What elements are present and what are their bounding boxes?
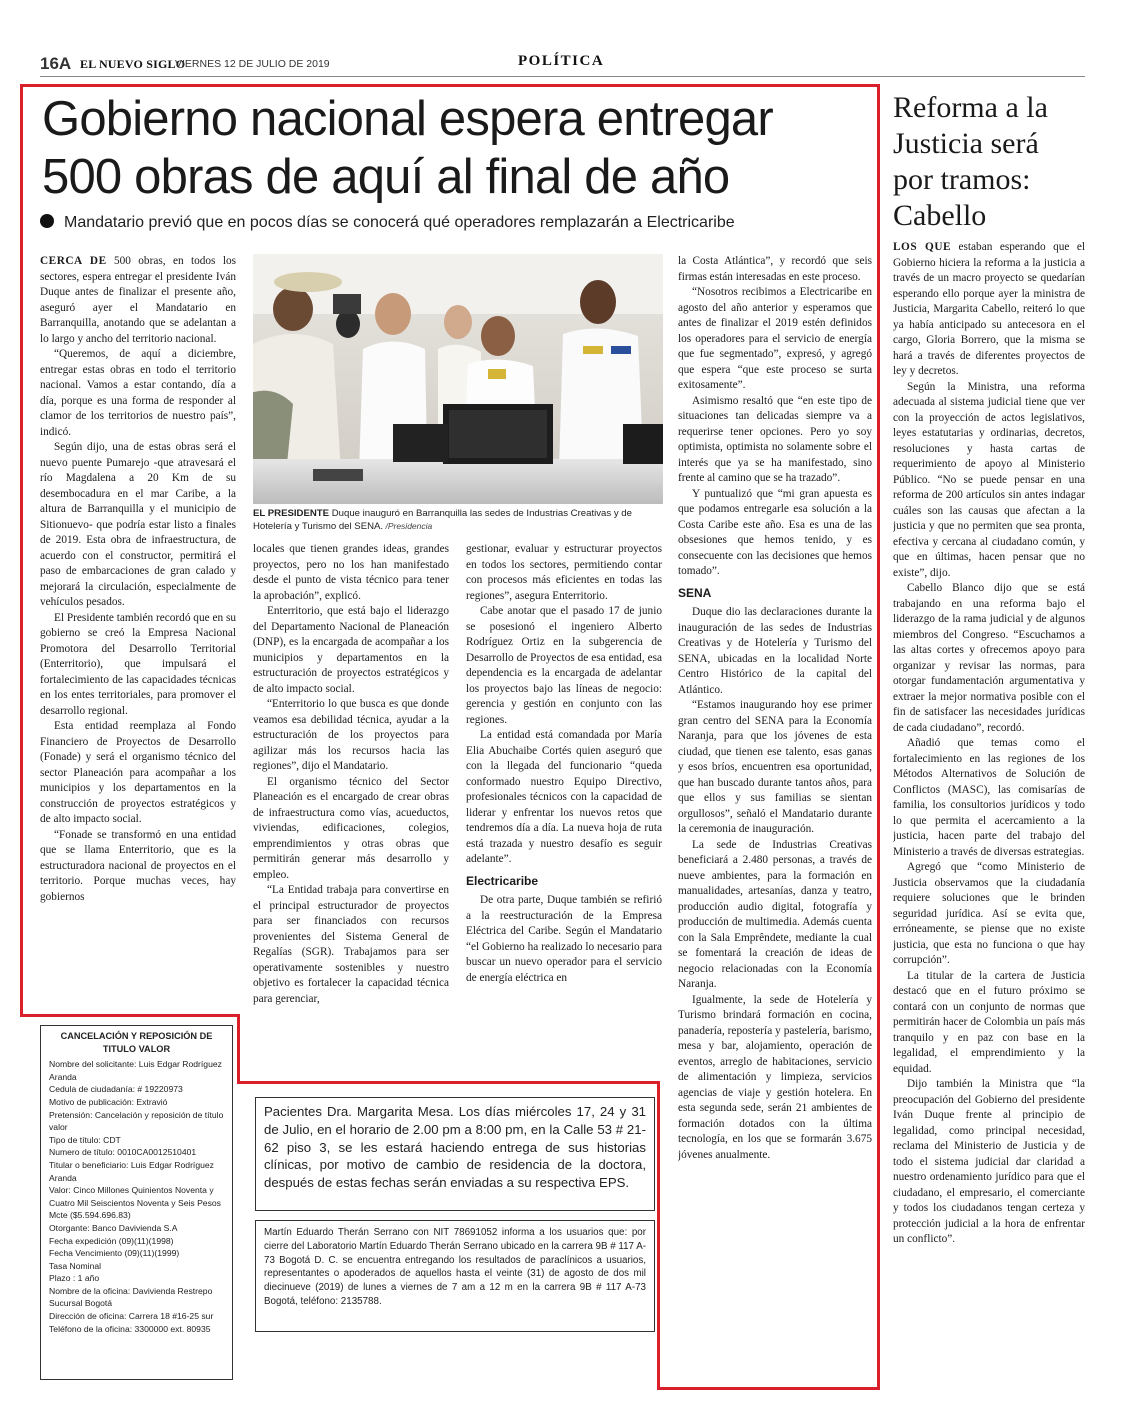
- paragraph-text: 500 obras, en todos los sectores, espera entregar el presidente Iván Duque antes de finalizar el presente año, aseguró ayer el Mandatario en Barranquilla, anotando que se adelantan a lo largo y ancho del territorio nacional.: [40, 255, 236, 345]
- page-header: [40, 52, 1085, 76]
- article-paragraph: [893, 380, 1085, 582]
- paragraph-text: El organismo técnico del Sector Planeación es el encargado de crear obras de infraestructura como vías, acueductos, viviendas, edificaciones, colegios, emprendimientos y otras obras que permitirán generar más desarrollo y empleo.: [253, 775, 449, 881]
- notice-field: Plazo : 1 año: [49, 1273, 100, 1284]
- paragraph-text: “Queremos, de aquí a diciembre, entregar estas obras en todo el territorio nacional. Vamos a estar contando, día a día, porque es una forma de responder al clamor de los territorios de nuestro país”, indicó.: [40, 348, 236, 438]
- notice-field: Nombre de la oficina: Davivienda Restrepo Sucursal Bogotá: [49, 1285, 213, 1309]
- newspaper-name: EL NUEVO SIGLO: [80, 57, 186, 71]
- subsection-heading: SENA: [678, 585, 712, 600]
- side-article-title: Reforma a la Justicia será por tramos: Cabello: [893, 91, 1048, 232]
- caption-lead: EL PRESIDENTE: [253, 508, 330, 519]
- article-column-3: [466, 542, 662, 1078]
- article-column-4: [678, 254, 872, 1384]
- highlight-step-bottom: [20, 1014, 240, 1017]
- notice-field: Titular o beneficiario: Luis Edgar Rodríguez Aranda: [49, 1159, 214, 1183]
- paragraph-text: Asimismo resaltó que “en este tipo de situaciones tan delicadas siempre va a requerirse tener opciones. Pero yo soy optimista, optimista no solamente sobre el interés que ya se ha manifestado, sino frente al camino que se ha trazado”.: [678, 394, 872, 484]
- notice-field: Fecha Vencimiento (09)(11)(1999): [49, 1248, 180, 1259]
- notice-field: Pretensión: Cancelación y reposición de título valor: [49, 1109, 224, 1133]
- notice-field: Nombre del solicitante: Luis Edgar Rodríguez Aranda: [49, 1059, 222, 1082]
- paragraph-text: La entidad está comandada por María Elia Abuchaibe Cortés quien aseguró que con la llegada del funcionario “queda conformado nuestro Equipo Directivo, profesionales técnicos con la capacidad de liderar y enfrentar los nuevos retos que tendremos día a día. La nueva hoja de ruta está trazada y nuestro desafío es seguir adelante”.: [466, 729, 662, 865]
- highlight-step-vertical-2: [657, 1081, 660, 1390]
- article-paragraph: [678, 254, 872, 285]
- paragraph-text: El Presidente también recordó que en su gobierno se creó la Empresa Nacional Promotora del Desarrollo Territorial (Enterritorio), que impulsará el fortalecimiento de las capacidades técnicas en los entes territoriales, para promover el desarrollo regional.: [40, 611, 236, 717]
- article-paragraph: [893, 240, 1085, 380]
- notice-pacientes: Pacientes Dra. Margarita Mesa. Los días miércoles 17, 24 y 31 de Julio, en el horario de 2.00 pm a 8:00 pm, en la Calle 53 # 21- 62 piso 3, se les estará haciendo entrega de sus historias clínicas, por motivo de cambio de residencia de la doctora, después de estas fechas serán enviadas a su respectiva EPS.: [255, 1097, 655, 1211]
- bullet-icon: [40, 214, 54, 228]
- subheadline-text: Mandatario previó que en pocos días se conocerá qué operadores remplazarán a Electricaribe: [64, 214, 735, 231]
- paragraph-text: Dijo también la Ministra que “la preocupación del Gobierno del presidente Iván Duque frente al principio de legalidad, como principal necesidad, reclama del Ministerio de Justicia y de todo el sistema judicial dar claridad a nuestro ordenamiento jurídico para que el ciudadano, el empresario, el comerciante y todos los ciudadanos tengan certeza y protección judicial a la hora de enfrentar un conflicto”.: [893, 1078, 1085, 1245]
- paragraph-text: La titular de la cartera de Justicia destacó que en el futuro próximo se contará con un conjunto de normas que permitirán hacer de Colombia un país más tranquilo y en paz con base en la legalidad, el emprendimiento y la equidad.: [893, 969, 1085, 1075]
- article-column-2: [253, 542, 449, 1078]
- paragraph-text: “Enterritorio lo que busca es que donde veamos esa debilidad técnica, ayudar a la estructuración de los proyectos para agilizar más los recursos hacia las regiones”, dijo el Mandatario.: [253, 698, 449, 772]
- paragraph-text: “Fonade se transformó en una entidad que se llama Enterritorio, que es la estructuradora nacional de proyectos en el territorio. Porque muchas veces, hay gobiernos: [40, 828, 236, 903]
- article-photo: [253, 254, 663, 504]
- notice-field: Motivo de publicación: Extravió: [49, 1096, 168, 1107]
- article-paragraph: [678, 285, 872, 394]
- paragraph-text: Según dijo, una de estas obras será el nuevo puente Pumarejo -que atravesará el río Magdalena a 20 Km de su desembocadura en el mar Caribe, a la altura de Barranquilla y el municipio de Sitionuevo- que podría estar listo a finales de 2019. Esta obra de infraestructura, de acuerdo con el constructor, permitirá el paso de embarcaciones de gran calado y mejorará la circulación, especialmente de vehículos pesados.: [40, 441, 236, 608]
- article-paragraph: [893, 1077, 1085, 1248]
- paragraph-text: “Estamos inaugurando hoy ese primer gran centro del SENA para la Economía Naranja, para que los jóvenes de esta ciudad, que tienen ese talento, esas ganas y esos bríos, encuentren esa oportunidad, que han buscado durante tantos años, para que ellos y sus familias se sientan orgullosos”, señaló el Mandatario durante la ceremonia de inauguración.: [678, 699, 872, 835]
- article-paragraph: [466, 728, 662, 868]
- notice-field: Numero de título: 0010CA0012510401: [49, 1147, 197, 1158]
- paragraph-text: Duque dio las declaraciones durante la inauguración de las sedes de Industrias Creativas y de Hotelería y Turismo del SENA, ubicadas en la localidad Norte Centro Histórico de la capital del Atlántico.: [678, 606, 872, 696]
- article-paragraph: [893, 860, 1085, 969]
- notice-field: Valor: Cinco Millones Quinientos Noventa y Cuatro Mil Seiscientos Noventa y Seis Pesos Mcte ($5.594.696.83): [49, 1185, 221, 1221]
- article-paragraph: [466, 893, 662, 986]
- article-paragraph: [678, 838, 872, 993]
- paragraph-text: Enterritorio, que está bajo el liderazgo del Departamento Nacional de Planeación (DNP), es la encargada de acompañar a los municipios y departamentos en la estructuración de proyectos estratégicos y de alto impacto social.: [253, 605, 449, 695]
- article-paragraph: [253, 697, 449, 775]
- side-article-body: [893, 240, 1085, 1390]
- paragraph-text: Agregó que “como Ministerio de Justicia observamos que la ciudadanía requiere soluciones que le brinden seguridad jurídica. Así se evita que, erróneamente, se piense que no existe justicia, que esta no funciona o que hay corrupción”.: [893, 861, 1085, 966]
- paragraph-text: Añadió que temas como el fortalecimiento en las regiones de los Métodos Alternativos de Solución de Conflictos (MASC), las comisarías de familia, los consultorios jurídicos y todo lo que permita el acercamiento a la justicia, hacen parte del trabajo del Ministerio a través de diversas estrategias.: [893, 737, 1085, 858]
- article-paragraph: [893, 736, 1085, 860]
- highlight-step-vertical: [237, 1014, 240, 1084]
- highlight-step-middle: [237, 1081, 660, 1084]
- article-paragraph: [40, 254, 236, 347]
- paragraph-text: “La Entidad trabaja para convertirse en el principal estructurador de proyectos para ser financiados con recursos provenientes del Sistema General de Regalías (SGR). Trabajamos para ser operativamente sostenibles y nuestro objetivo es fortalecer la capacidad técnica para gerenciar,: [253, 884, 449, 1005]
- article-paragraph: [678, 698, 872, 838]
- paragraph-text: locales que tienen grandes ideas, grandes proyectos, pero no los han manifestado desde el punto de vista técnico para tener la aprobación”, explicó.: [253, 543, 449, 602]
- paragraph-text: Y puntualizó que “mi gran apuesta es que podamos entregarle esa solución a la Costa Caribe este año. Esa es una de las obsesiones que hemos tenido, y es consecuente con las decisiones que hemos tomado”.: [678, 487, 872, 577]
- paragraph-lead: LOS QUE: [893, 241, 952, 253]
- notice-laboratorio: Martín Eduardo Therán Serrano con NIT 78691052 informa a los usuarios que: por cierre del Laboratorio Martín Eduardo Therán Serrano ubicado en la carrera 9B # 117 A-73 Bogotá D. C. se encuentra entregando los resultados de paraclínicos a usuarios, representantes o apoderados de aquellos hasta el veinte (31) de agosto de dos mil diecinueve (2019) de lunes a viernes de 7 am a 12 m en la carrera 9B # 117 A-73 Bogotá, teléfono: 2135788.: [255, 1220, 655, 1332]
- paragraph-text: “Nosotros recibimos a Electricaribe en agosto del año anterior y esperamos que antes de finalizar el 2019 estén definidos los operadores para el servicio de energía que fue segmentado”, expresó, y agregó que espera “que este proceso se surta exitosamente”.: [678, 286, 872, 391]
- highlight-right: [877, 84, 880, 1390]
- main-headline: Gobierno nacional espera entregar 500 obras de aquí al final de año: [42, 92, 773, 204]
- paragraph-text: La sede de Industrias Creativas beneficiará a 2.480 personas, a través de nueve ambientes, para la formación en manualidades, artesanías, danza y teatro, producción audio digital, fotografía y producción de multimedia. Además cuenta con la Sala Emprêndete, mediante la cual se fomentará la creación de ideas de negocio relacionadas con la Economía Naranja.: [678, 838, 872, 990]
- article-paragraph: [253, 775, 449, 884]
- notice-field: Teléfono de la oficina: 3300000 ext. 80935: [49, 1323, 211, 1334]
- header-rule: [40, 76, 1085, 77]
- main-subheadline: [40, 214, 880, 232]
- paragraph-text: Igualmente, la sede de Hotelería y Turismo brindará formación en cocina, panadería, repostería y pastelería, barismo, mesa y bar, alojamiento, operación de eventos, arreglo de habitaciones, servicio de alimentación y limpieza, servicios agencias de viaje y gestión hotelera. En esta segunda sede, serán 21 ambientes de formación dotados con la última tecnología, en los que se formarán 3.675 jóvenes anualmente.: [678, 993, 872, 1161]
- section-name: POLÍTICA: [518, 53, 605, 69]
- paragraph-text: Cabe anotar que el pasado 17 de junio se posesionó el ingeniero Alberto Rodríguez Ortiz en la subgerencia de Desarrollo de Proyectos de esa entidad, esa dependencia es la encargada de adelantar los proyectos bajo las líneas de negocio: gerencia y gestión en conjunto con las regiones.: [466, 605, 662, 726]
- paragraph-lead: CERCA DE: [40, 255, 107, 267]
- page-number: 16A: [40, 54, 72, 73]
- article-paragraph: [466, 542, 662, 604]
- paragraph-text: gestionar, evaluar y estructurar proyectos en todos los sectores, permitiendo contar con procesos más eficientes en todas las regiones”, asegura Enterritorio.: [466, 543, 662, 602]
- notice-cancelacion-title: CANCELACIÓN Y REPOSICIÓN DE TITULO VALOR: [60, 1031, 213, 1054]
- caption-text: Duque inauguró en Barranquilla las sedes de Industrias Creativas y de Hotelería y Turismo del SENA.: [253, 508, 632, 532]
- article-paragraph: [253, 883, 449, 1007]
- article-paragraph: [40, 347, 236, 440]
- article-paragraph: [678, 394, 872, 487]
- paragraph-text: Según la Ministra, una reforma adecuada al sistema judicial tiene que ver con la proyección de actos legislativos, leyes estatutarias y ordinarias, decretos, resoluciones y hasta cartas de requerimiento de apoyo al Ministerio Público. “No se puede pensar en una reforma de 200 artículos sin antes indagar cuáles son las causas que afectan a la justicia y que no permiten que sea pronta, efectiva y cercana al ciudadano común, y que en últimas, hacen pensar que no existe”, dijo.: [893, 380, 1085, 579]
- notice-cancelacion: [40, 1025, 233, 1380]
- paragraph-text: De otra parte, Duque también se refirió a la reestructuración de la Empresa Eléctrica del Caribe. Según el Mandatario “el Gobierno ha realizado lo necesario para buscar un nuevo operador para el servicio de energía eléctrica en: [466, 894, 662, 984]
- article-paragraph: [678, 487, 872, 580]
- notice-cancelacion-fields: [49, 1058, 224, 1335]
- subsection-heading: Electricaribe: [466, 873, 539, 888]
- highlight-left: [20, 84, 23, 1017]
- paragraph-text: Esta entidad reemplaza al Fondo Financiero de Proyectos de Desarrollo (Fonade) y será el organismo técnico del sector Planeación para acompañar a los municipios y los departamentos en la construcción de proyectos estratégicos y de alto impacto social.: [40, 720, 236, 825]
- article-paragraph: [678, 993, 872, 1164]
- article-paragraph: [40, 828, 236, 906]
- notice-field: Otorgante: Banco Davivienda S.A: [49, 1222, 178, 1233]
- notice-field: Cedula de ciudadanía: # 19220973: [49, 1084, 183, 1095]
- article-paragraph: [253, 604, 449, 697]
- notice-field: Fecha expedición (09)(11)(1998): [49, 1235, 174, 1246]
- article-paragraph: [678, 605, 872, 698]
- article-paragraph: [40, 611, 236, 720]
- caption-credit: /Presidencia: [383, 521, 433, 531]
- article-paragraph: [40, 440, 236, 611]
- article-column-1: [40, 254, 236, 1010]
- photo-caption: [253, 507, 663, 533]
- highlight-bottom: [657, 1387, 880, 1390]
- issue-date: VIERNES 12 DE JULIO DE 2019: [175, 58, 330, 70]
- highlight-top: [20, 84, 880, 87]
- article-paragraph: [253, 542, 449, 604]
- paragraph-text: la Costa Atlántica”, y recordó que seis firmas están interesadas en este proceso.: [678, 255, 872, 283]
- notice-field: Tasa Nominal: [49, 1260, 102, 1271]
- notice-field: Dirección de oficina: Carrera 18 #16-25 sur: [49, 1311, 214, 1322]
- article-paragraph: [893, 969, 1085, 1078]
- article-paragraph: [893, 581, 1085, 736]
- article-paragraph: [40, 719, 236, 828]
- paragraph-text: estaban esperando que el Gobierno hiciera la reforma a la justicia a través de un macro proyecto se quedarían esperando ello porque ayer la ministra de Justicia, Margarita Cabello, reiteró lo que ya había anticipado su antecesora en el cargo, Gloria Borrero, que la misma se hará a través de diferentes proyectos de ley y decretos.: [893, 241, 1085, 377]
- notice-field: Tipo de título: CDT: [49, 1134, 121, 1145]
- paragraph-text: Cabello Blanco dijo que se está trabajando en una reforma bajo el liderazgo de la rama judicial y de algunos miembros del Congreso. “Escuchamos a las altas cortes y ofrecemos apoyo para organizar y revisar las normas, para otorgar fundamentación argumentativa y extraer la mejor normativa posible con el fin de satisfacer las necesidades jurídicas de cada ciudadano”, recordó.: [893, 582, 1085, 734]
- photo-illustration: [253, 254, 663, 504]
- article-paragraph: [466, 604, 662, 728]
